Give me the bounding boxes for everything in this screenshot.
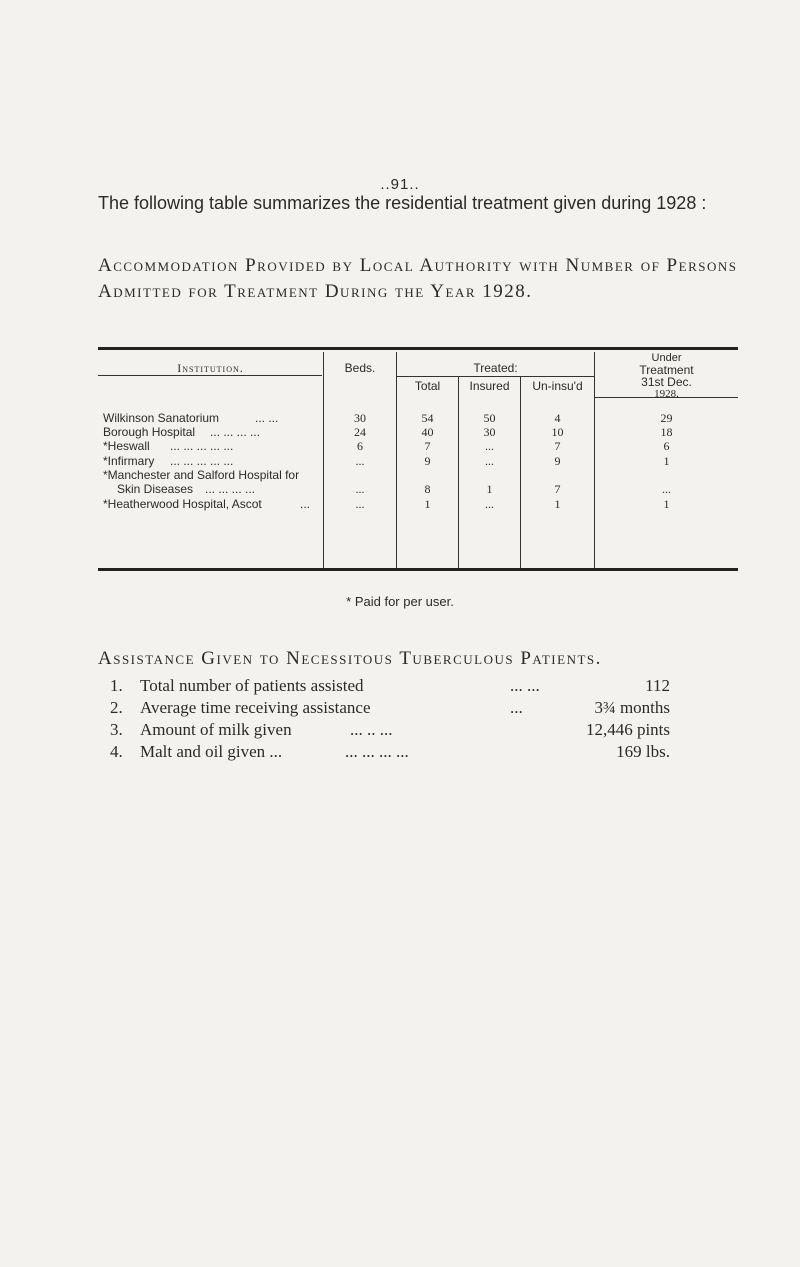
col-divider	[520, 377, 521, 568]
row-beds: 24	[354, 425, 366, 439]
row-name: Skin Diseases	[117, 482, 194, 496]
row-under: 18	[660, 425, 673, 439]
row-dots: ... ... ... ...	[210, 425, 261, 439]
page-number: ..91..	[380, 176, 420, 193]
item-number: 4.	[110, 742, 123, 761]
intro-paragraph: The following table summarizes the residential treatment given during 1928 :	[98, 193, 707, 213]
row-under: 1	[663, 497, 670, 511]
row-name: *Infirmary	[103, 454, 155, 468]
row-dots: ... ... ... ... ...	[170, 454, 234, 468]
assistance-heading: Assistance Given to Necessitous Tuberculous Patients.	[98, 648, 602, 669]
header-under-1: Under	[651, 352, 682, 364]
row-total: 9	[424, 454, 431, 468]
item-number: 3.	[110, 720, 123, 739]
row-under: 29	[660, 411, 673, 425]
row-uninsured: 7	[554, 482, 561, 496]
item-value: 112	[645, 676, 670, 695]
footnote: * Paid for per user.	[346, 594, 454, 609]
header-total: Total	[414, 379, 441, 393]
header-rule	[397, 376, 594, 377]
row-under: ...	[662, 482, 671, 496]
item-value: 169 lbs.	[616, 742, 670, 761]
row-uninsured: 10	[551, 425, 564, 439]
row-beds: 6	[357, 439, 363, 453]
row-under: 6	[663, 439, 670, 453]
item-dots: ... .. ...	[350, 720, 393, 739]
row-beds: 30	[354, 411, 366, 425]
item-value: 3¾ months	[594, 698, 670, 717]
row-name: Borough Hospital	[103, 425, 196, 439]
row-insured: ...	[485, 439, 494, 453]
row-under: 1	[663, 454, 670, 468]
header-under-4: 1928.	[654, 388, 679, 400]
header-institution: Institution.	[177, 361, 244, 375]
item-dots: ...	[510, 698, 523, 717]
item-value: 12,446 pints	[585, 720, 670, 739]
col-divider	[458, 377, 459, 568]
row-name: *Heatherwood Hospital, Ascot	[103, 497, 262, 511]
row-uninsured: 1	[554, 497, 561, 511]
row-beds: ...	[355, 482, 365, 496]
row-uninsured: 9	[554, 454, 561, 468]
row-total: 7	[424, 439, 431, 453]
row-insured: ...	[485, 497, 494, 511]
row-dots: ... ... ... ...	[205, 482, 256, 496]
item-dots: ... ... ... ...	[345, 742, 409, 761]
header-beds: Beds.	[344, 361, 376, 375]
row-name: *Heswall	[103, 439, 150, 453]
table-bottom-rule	[98, 568, 738, 571]
table-top-rule	[98, 347, 738, 350]
header-rule	[98, 375, 322, 376]
row-insured: 1	[486, 482, 493, 496]
row-insured: 30	[483, 425, 496, 439]
row-name: Wilkinson Sanatorium	[103, 411, 220, 425]
item-number: 2.	[110, 698, 123, 717]
row-beds: ...	[355, 497, 365, 511]
item-label: Amount of milk given	[140, 720, 292, 739]
item-label: Total number of patients assisted	[140, 676, 364, 695]
row-total: 1	[424, 497, 431, 511]
row-dots: ... ... ... ... ...	[170, 439, 234, 453]
row-total: 8	[424, 482, 431, 496]
row-dots: ...	[300, 497, 311, 511]
item-label: Malt and oil given ...	[140, 742, 283, 761]
header-insured: Insured	[469, 379, 510, 393]
header-treated: Treated:	[473, 361, 518, 375]
item-label: Average time receiving assistance	[140, 698, 371, 717]
header-under-3: 31st Dec.	[641, 375, 692, 389]
row-total: 40	[421, 425, 434, 439]
row-insured: 50	[483, 411, 496, 425]
item-number: 1.	[110, 676, 123, 695]
table-heading: Accommodation Provided by Local Authority with Number of Persons Admitted for Treatment During the Year 1928.	[98, 255, 738, 302]
row-name: *Manchester and Salford Hospital for	[103, 468, 300, 482]
row-dots: ... ...	[255, 411, 279, 425]
row-total: 54	[421, 411, 434, 425]
row-uninsured: 7	[554, 439, 561, 453]
row-uninsured: 4	[554, 411, 561, 425]
row-insured: ...	[485, 454, 494, 468]
header-under-2: Treatment	[639, 363, 694, 377]
item-dots: ... ...	[510, 676, 540, 695]
header-uninsured: Un-insu'd	[532, 379, 583, 393]
row-beds: ...	[355, 454, 365, 468]
